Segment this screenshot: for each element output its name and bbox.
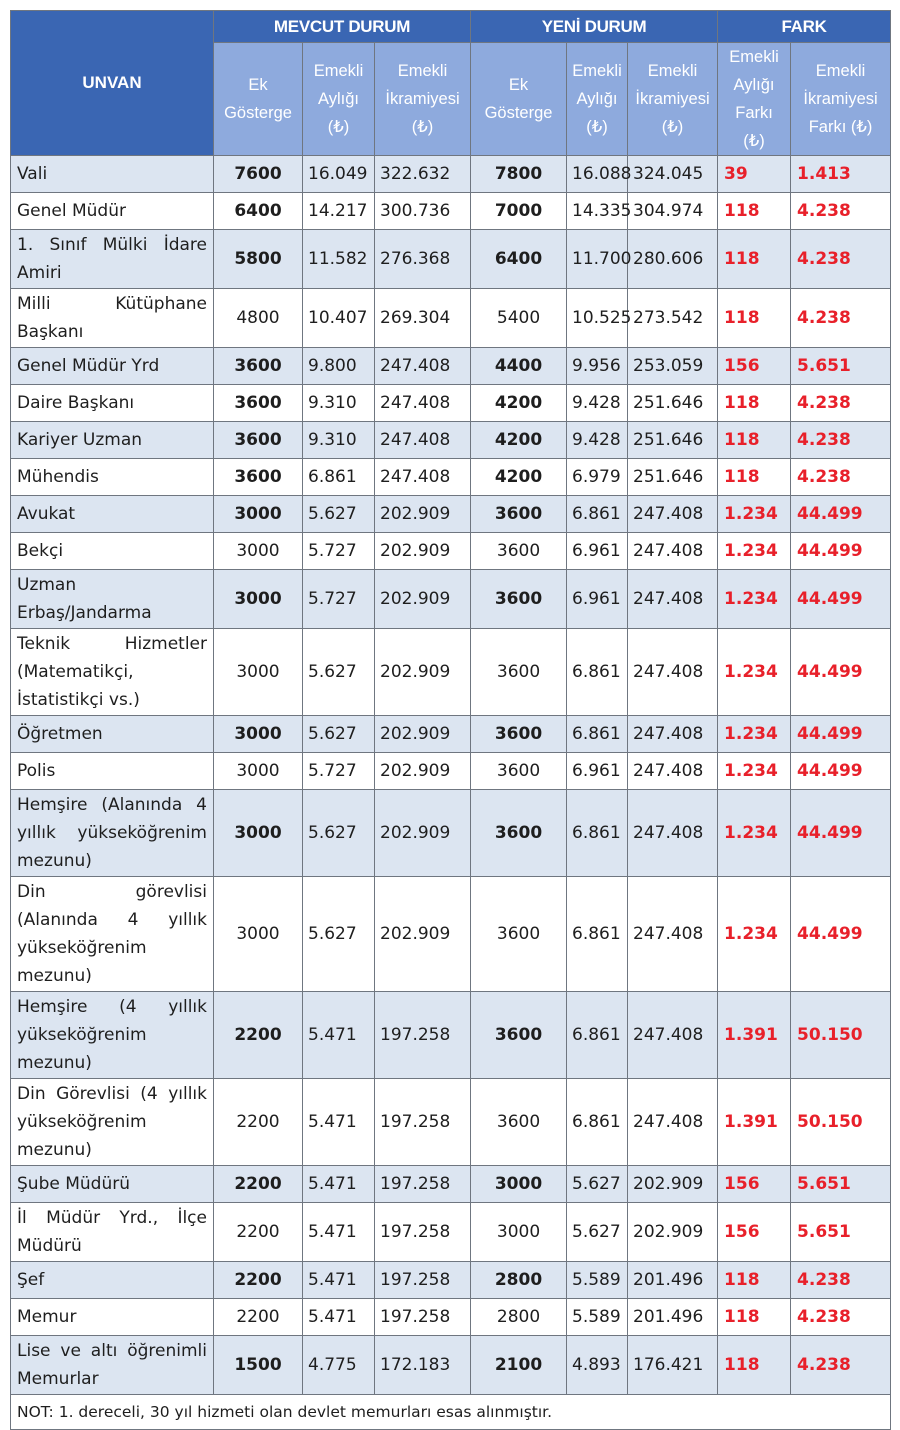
cell-diff-emekli-ayligi: 156 bbox=[718, 1166, 791, 1203]
cell-new-emekli-ikramiyesi: 247.408 bbox=[628, 533, 718, 570]
cell-current-emekli-ayligi: 5.627 bbox=[303, 716, 375, 753]
cell-unvan: Din Görevlisi (4 yıllık yükseköğrenim mezunu) bbox=[11, 1079, 214, 1166]
cell-current-ek-gosterge: 3000 bbox=[214, 629, 303, 716]
cell-current-emekli-ikramiyesi: 202.909 bbox=[375, 629, 471, 716]
cell-current-ek-gosterge: 2200 bbox=[214, 1299, 303, 1336]
cell-new-ek-gosterge: 2100 bbox=[471, 1336, 567, 1395]
header-current-emekli-ikramiyesi bbox=[375, 43, 471, 156]
cell-current-emekli-ikramiyesi: 197.258 bbox=[375, 992, 471, 1079]
cell-new-emekli-ayligi: 6.961 bbox=[567, 570, 628, 629]
cell-diff-emekli-ikramiyesi: 4.238 bbox=[791, 459, 891, 496]
cell-current-emekli-ayligi: 5.471 bbox=[303, 1262, 375, 1299]
cell-current-ek-gosterge: 3600 bbox=[214, 422, 303, 459]
cell-new-emekli-ikramiyesi: 202.909 bbox=[628, 1166, 718, 1203]
cell-diff-emekli-ikramiyesi: 5.651 bbox=[791, 348, 891, 385]
cell-diff-emekli-ayligi: 118 bbox=[718, 1299, 791, 1336]
cell-new-ek-gosterge: 3600 bbox=[471, 629, 567, 716]
cell-diff-emekli-ayligi: 118 bbox=[718, 385, 791, 422]
cell-new-emekli-ikramiyesi: 251.646 bbox=[628, 385, 718, 422]
cell-diff-emekli-ikramiyesi: 4.238 bbox=[791, 193, 891, 230]
header-line: Emekli bbox=[647, 62, 698, 80]
table-header bbox=[11, 11, 891, 156]
header-current-ek-gosterge bbox=[214, 43, 303, 156]
header-line: İkramiyesi bbox=[385, 90, 460, 108]
table-row bbox=[11, 1079, 891, 1166]
cell-current-emekli-ayligi: 14.217 bbox=[303, 193, 375, 230]
cell-diff-emekli-ayligi: 118 bbox=[718, 1336, 791, 1395]
header-line: İkramiyesi bbox=[635, 90, 710, 108]
cell-current-emekli-ayligi: 11.582 bbox=[303, 230, 375, 289]
cell-current-ek-gosterge: 3000 bbox=[214, 790, 303, 877]
cell-unvan: Lise ve altı öğrenimli Memurlar bbox=[11, 1336, 214, 1395]
table-row bbox=[11, 156, 891, 193]
cell-new-ek-gosterge: 3600 bbox=[471, 790, 567, 877]
cell-current-emekli-ayligi: 9.310 bbox=[303, 385, 375, 422]
cell-diff-emekli-ikramiyesi: 4.238 bbox=[791, 1336, 891, 1395]
cell-diff-emekli-ayligi: 1.234 bbox=[718, 877, 791, 992]
cell-current-emekli-ayligi: 10.407 bbox=[303, 289, 375, 348]
cell-diff-emekli-ikramiyesi: 50.150 bbox=[791, 992, 891, 1079]
retirement-comparison-table bbox=[10, 10, 891, 1430]
cell-current-ek-gosterge: 2200 bbox=[214, 1262, 303, 1299]
table-row bbox=[11, 230, 891, 289]
table-row bbox=[11, 1262, 891, 1299]
cell-new-emekli-ayligi: 6.979 bbox=[567, 459, 628, 496]
header-unvan: UNVAN bbox=[11, 11, 214, 156]
cell-new-emekli-ikramiyesi: 201.496 bbox=[628, 1299, 718, 1336]
cell-new-emekli-ikramiyesi: 251.646 bbox=[628, 422, 718, 459]
cell-current-emekli-ikramiyesi: 202.909 bbox=[375, 790, 471, 877]
cell-new-emekli-ayligi: 6.861 bbox=[567, 629, 628, 716]
cell-new-emekli-ayligi: 6.861 bbox=[567, 496, 628, 533]
cell-current-emekli-ikramiyesi: 247.408 bbox=[375, 385, 471, 422]
table-row bbox=[11, 877, 891, 992]
table-row bbox=[11, 992, 891, 1079]
cell-current-emekli-ikramiyesi: 197.258 bbox=[375, 1079, 471, 1166]
cell-unvan: Vali bbox=[11, 156, 214, 193]
cell-current-emekli-ayligi: 5.627 bbox=[303, 877, 375, 992]
cell-current-emekli-ikramiyesi: 247.408 bbox=[375, 459, 471, 496]
cell-current-emekli-ayligi: 5.471 bbox=[303, 1166, 375, 1203]
cell-new-ek-gosterge: 3600 bbox=[471, 716, 567, 753]
cell-current-emekli-ayligi: 4.775 bbox=[303, 1336, 375, 1395]
cell-new-emekli-ayligi: 14.335 bbox=[567, 193, 628, 230]
cell-diff-emekli-ikramiyesi: 50.150 bbox=[791, 1079, 891, 1166]
cell-current-emekli-ikramiyesi: 197.258 bbox=[375, 1203, 471, 1262]
cell-new-emekli-ikramiyesi: 247.408 bbox=[628, 992, 718, 1079]
cell-current-ek-gosterge: 7600 bbox=[214, 156, 303, 193]
cell-new-ek-gosterge: 6400 bbox=[471, 230, 567, 289]
cell-current-emekli-ayligi: 5.727 bbox=[303, 753, 375, 790]
cell-current-emekli-ikramiyesi: 322.632 bbox=[375, 156, 471, 193]
cell-current-ek-gosterge: 3600 bbox=[214, 459, 303, 496]
cell-current-emekli-ikramiyesi: 197.258 bbox=[375, 1299, 471, 1336]
header-new-ek-gosterge bbox=[471, 43, 567, 156]
cell-new-emekli-ayligi: 6.961 bbox=[567, 533, 628, 570]
header-line: Emekli bbox=[729, 48, 779, 66]
cell-current-emekli-ayligi: 9.800 bbox=[303, 348, 375, 385]
header-line: (₺) bbox=[661, 118, 684, 136]
cell-current-ek-gosterge: 4800 bbox=[214, 289, 303, 348]
cell-diff-emekli-ayligi: 118 bbox=[718, 230, 791, 289]
cell-new-ek-gosterge: 3600 bbox=[471, 496, 567, 533]
cell-current-emekli-ayligi: 6.861 bbox=[303, 459, 375, 496]
cell-new-emekli-ikramiyesi: 247.408 bbox=[628, 1079, 718, 1166]
cell-current-emekli-ikramiyesi: 300.736 bbox=[375, 193, 471, 230]
table-row bbox=[11, 348, 891, 385]
cell-new-emekli-ikramiyesi: 247.408 bbox=[628, 629, 718, 716]
cell-diff-emekli-ikramiyesi: 44.499 bbox=[791, 790, 891, 877]
cell-diff-emekli-ikramiyesi: 44.499 bbox=[791, 877, 891, 992]
cell-new-ek-gosterge: 3600 bbox=[471, 1079, 567, 1166]
cell-diff-emekli-ikramiyesi: 4.238 bbox=[791, 1262, 891, 1299]
header-current-emekli-ayligi bbox=[303, 43, 375, 156]
cell-new-emekli-ayligi: 6.861 bbox=[567, 992, 628, 1079]
cell-new-ek-gosterge: 3000 bbox=[471, 1203, 567, 1262]
cell-new-emekli-ayligi: 6.861 bbox=[567, 877, 628, 992]
cell-diff-emekli-ayligi: 118 bbox=[718, 289, 791, 348]
cell-unvan: Din görevlisi (Alanında 4 yıllık yükseköğrenim mezunu) bbox=[11, 877, 214, 992]
table-body bbox=[11, 156, 891, 1395]
cell-diff-emekli-ikramiyesi: 4.238 bbox=[791, 422, 891, 459]
table-row bbox=[11, 533, 891, 570]
cell-diff-emekli-ayligi: 118 bbox=[718, 422, 791, 459]
cell-new-emekli-ikramiyesi: 247.408 bbox=[628, 877, 718, 992]
table-row bbox=[11, 422, 891, 459]
cell-current-ek-gosterge: 6400 bbox=[214, 193, 303, 230]
cell-current-ek-gosterge: 3600 bbox=[214, 385, 303, 422]
cell-current-emekli-ayligi: 5.727 bbox=[303, 533, 375, 570]
header-line: (₺) bbox=[411, 118, 434, 136]
header-line: Aylığı bbox=[733, 76, 775, 94]
table-row bbox=[11, 1299, 891, 1336]
cell-diff-emekli-ayligi: 1.234 bbox=[718, 790, 791, 877]
cell-new-ek-gosterge: 5400 bbox=[471, 289, 567, 348]
cell-new-ek-gosterge: 7800 bbox=[471, 156, 567, 193]
cell-new-emekli-ikramiyesi: 273.542 bbox=[628, 289, 718, 348]
cell-current-emekli-ikramiyesi: 247.408 bbox=[375, 422, 471, 459]
header-line: Farkı bbox=[735, 104, 773, 122]
cell-new-emekli-ayligi: 6.961 bbox=[567, 753, 628, 790]
cell-new-emekli-ayligi: 6.861 bbox=[567, 1079, 628, 1166]
header-line: Farkı (₺) bbox=[808, 118, 873, 136]
cell-unvan: Öğretmen bbox=[11, 716, 214, 753]
table-row bbox=[11, 289, 891, 348]
cell-current-ek-gosterge: 1500 bbox=[214, 1336, 303, 1395]
cell-diff-emekli-ayligi: 1.234 bbox=[718, 533, 791, 570]
cell-diff-emekli-ayligi: 1.234 bbox=[718, 753, 791, 790]
cell-new-emekli-ikramiyesi: 247.408 bbox=[628, 496, 718, 533]
header-line: Emekli bbox=[572, 62, 622, 80]
cell-unvan: Hemşire (Alanında 4 yıllık yükseköğrenim mezunu) bbox=[11, 790, 214, 877]
cell-current-emekli-ayligi: 5.627 bbox=[303, 790, 375, 877]
table-row bbox=[11, 570, 891, 629]
cell-new-emekli-ikramiyesi: 280.606 bbox=[628, 230, 718, 289]
cell-new-emekli-ikramiyesi: 247.408 bbox=[628, 753, 718, 790]
cell-new-ek-gosterge: 4200 bbox=[471, 422, 567, 459]
cell-diff-emekli-ikramiyesi: 44.499 bbox=[791, 570, 891, 629]
cell-diff-emekli-ikramiyesi: 44.499 bbox=[791, 716, 891, 753]
cell-current-emekli-ikramiyesi: 202.909 bbox=[375, 877, 471, 992]
cell-unvan: Hemşire (4 yıllık yükseköğrenim mezunu) bbox=[11, 992, 214, 1079]
cell-unvan: 1. Sınıf Mülki İdare Amiri bbox=[11, 230, 214, 289]
cell-diff-emekli-ayligi: 118 bbox=[718, 193, 791, 230]
cell-unvan: Kariyer Uzman bbox=[11, 422, 214, 459]
cell-current-ek-gosterge: 3600 bbox=[214, 348, 303, 385]
cell-current-emekli-ikramiyesi: 197.258 bbox=[375, 1166, 471, 1203]
header-line: Aylığı bbox=[318, 90, 359, 108]
table-row bbox=[11, 1166, 891, 1203]
header-line: (₺) bbox=[586, 118, 608, 136]
cell-current-ek-gosterge: 3000 bbox=[214, 877, 303, 992]
table-row bbox=[11, 496, 891, 533]
cell-current-emekli-ikramiyesi: 202.909 bbox=[375, 716, 471, 753]
table-row bbox=[11, 629, 891, 716]
header-line: Aylığı bbox=[576, 90, 618, 108]
cell-unvan: Milli Kütüphane Başkanı bbox=[11, 289, 214, 348]
cell-new-ek-gosterge: 3600 bbox=[471, 753, 567, 790]
cell-new-emekli-ayligi: 5.589 bbox=[567, 1262, 628, 1299]
cell-diff-emekli-ayligi: 118 bbox=[718, 1262, 791, 1299]
cell-new-emekli-ayligi: 5.627 bbox=[567, 1203, 628, 1262]
header-line: Ek bbox=[248, 76, 268, 94]
comparison-table-container bbox=[10, 10, 890, 1430]
table-row bbox=[11, 193, 891, 230]
cell-new-emekli-ikramiyesi: 247.408 bbox=[628, 716, 718, 753]
cell-diff-emekli-ayligi: 1.391 bbox=[718, 992, 791, 1079]
header-line: Ek bbox=[508, 76, 529, 94]
header-diff-emekli-ikramiyesi bbox=[791, 43, 891, 156]
cell-current-ek-gosterge: 2200 bbox=[214, 1079, 303, 1166]
cell-unvan: Mühendis bbox=[11, 459, 214, 496]
cell-new-emekli-ikramiyesi: 251.646 bbox=[628, 459, 718, 496]
cell-current-ek-gosterge: 3000 bbox=[214, 496, 303, 533]
cell-new-ek-gosterge: 3000 bbox=[471, 1166, 567, 1203]
table-row bbox=[11, 716, 891, 753]
header-line: Emekli bbox=[397, 62, 448, 80]
cell-current-ek-gosterge: 3000 bbox=[214, 716, 303, 753]
table-row bbox=[11, 1203, 891, 1262]
cell-diff-emekli-ayligi: 1.391 bbox=[718, 1079, 791, 1166]
header-line: (₺) bbox=[327, 118, 350, 136]
cell-diff-emekli-ikramiyesi: 44.499 bbox=[791, 533, 891, 570]
cell-current-ek-gosterge: 2200 bbox=[214, 992, 303, 1079]
cell-current-emekli-ikramiyesi: 202.909 bbox=[375, 570, 471, 629]
cell-current-emekli-ayligi: 5.727 bbox=[303, 570, 375, 629]
cell-new-emekli-ayligi: 9.428 bbox=[567, 422, 628, 459]
header-diff-emekli-ayligi bbox=[718, 43, 791, 156]
cell-current-emekli-ikramiyesi: 269.304 bbox=[375, 289, 471, 348]
cell-diff-emekli-ikramiyesi: 44.499 bbox=[791, 629, 891, 716]
cell-new-emekli-ayligi: 6.861 bbox=[567, 716, 628, 753]
cell-new-ek-gosterge: 3600 bbox=[471, 533, 567, 570]
cell-current-emekli-ayligi: 5.471 bbox=[303, 992, 375, 1079]
cell-new-emekli-ikramiyesi: 202.909 bbox=[628, 1203, 718, 1262]
cell-current-emekli-ikramiyesi: 172.183 bbox=[375, 1336, 471, 1395]
cell-current-emekli-ikramiyesi: 202.909 bbox=[375, 496, 471, 533]
cell-new-emekli-ikramiyesi: 324.045 bbox=[628, 156, 718, 193]
header-line: Emekli bbox=[313, 62, 364, 80]
header-group-current: MEVCUT DURUM bbox=[214, 11, 471, 43]
cell-current-emekli-ayligi: 5.471 bbox=[303, 1079, 375, 1166]
cell-new-emekli-ikramiyesi: 247.408 bbox=[628, 570, 718, 629]
cell-current-emekli-ayligi: 5.471 bbox=[303, 1203, 375, 1262]
header-line: İkramiyesi bbox=[803, 90, 878, 108]
cell-unvan: Avukat bbox=[11, 496, 214, 533]
cell-unvan: Şube Müdürü bbox=[11, 1166, 214, 1203]
cell-diff-emekli-ikramiyesi: 1.413 bbox=[791, 156, 891, 193]
cell-unvan: Genel Müdür Yrd bbox=[11, 348, 214, 385]
cell-new-emekli-ayligi: 16.088 bbox=[567, 156, 628, 193]
cell-new-emekli-ikramiyesi: 176.421 bbox=[628, 1336, 718, 1395]
cell-new-ek-gosterge: 4400 bbox=[471, 348, 567, 385]
cell-unvan: Genel Müdür bbox=[11, 193, 214, 230]
cell-diff-emekli-ayligi: 1.234 bbox=[718, 570, 791, 629]
cell-current-emekli-ikramiyesi: 202.909 bbox=[375, 533, 471, 570]
cell-new-emekli-ayligi: 5.589 bbox=[567, 1299, 628, 1336]
cell-new-emekli-ayligi: 5.627 bbox=[567, 1166, 628, 1203]
header-line: Emekli bbox=[815, 62, 866, 80]
cell-current-ek-gosterge: 2200 bbox=[214, 1166, 303, 1203]
cell-current-emekli-ayligi: 16.049 bbox=[303, 156, 375, 193]
cell-unvan: Bekçi bbox=[11, 533, 214, 570]
cell-new-emekli-ayligi: 11.700 bbox=[567, 230, 628, 289]
cell-diff-emekli-ayligi: 118 bbox=[718, 459, 791, 496]
cell-diff-emekli-ikramiyesi: 4.238 bbox=[791, 230, 891, 289]
cell-current-emekli-ikramiyesi: 197.258 bbox=[375, 1262, 471, 1299]
cell-new-emekli-ayligi: 4.893 bbox=[567, 1336, 628, 1395]
cell-current-emekli-ikramiyesi: 202.909 bbox=[375, 753, 471, 790]
cell-new-emekli-ikramiyesi: 304.974 bbox=[628, 193, 718, 230]
cell-new-ek-gosterge: 4200 bbox=[471, 385, 567, 422]
cell-diff-emekli-ayligi: 1.234 bbox=[718, 629, 791, 716]
cell-new-ek-gosterge: 3600 bbox=[471, 877, 567, 992]
cell-unvan: Daire Başkanı bbox=[11, 385, 214, 422]
cell-new-ek-gosterge: 3600 bbox=[471, 992, 567, 1079]
cell-unvan: Memur bbox=[11, 1299, 214, 1336]
cell-current-ek-gosterge: 5800 bbox=[214, 230, 303, 289]
cell-new-ek-gosterge: 2800 bbox=[471, 1299, 567, 1336]
cell-diff-emekli-ayligi: 156 bbox=[718, 348, 791, 385]
cell-new-emekli-ayligi: 9.428 bbox=[567, 385, 628, 422]
cell-current-emekli-ikramiyesi: 276.368 bbox=[375, 230, 471, 289]
cell-current-ek-gosterge: 2200 bbox=[214, 1203, 303, 1262]
cell-diff-emekli-ikramiyesi: 4.238 bbox=[791, 385, 891, 422]
cell-diff-emekli-ikramiyesi: 5.651 bbox=[791, 1166, 891, 1203]
header-line: (₺) bbox=[743, 132, 765, 150]
cell-new-ek-gosterge: 7000 bbox=[471, 193, 567, 230]
cell-current-ek-gosterge: 3000 bbox=[214, 533, 303, 570]
cell-unvan: İl Müdür Yrd., İlçe Müdürü bbox=[11, 1203, 214, 1262]
table-row bbox=[11, 459, 891, 496]
cell-new-emekli-ayligi: 9.956 bbox=[567, 348, 628, 385]
table-row bbox=[11, 385, 891, 422]
cell-new-emekli-ikramiyesi: 253.059 bbox=[628, 348, 718, 385]
cell-new-ek-gosterge: 3600 bbox=[471, 570, 567, 629]
cell-current-emekli-ayligi: 5.627 bbox=[303, 629, 375, 716]
cell-current-emekli-ayligi: 9.310 bbox=[303, 422, 375, 459]
cell-diff-emekli-ayligi: 39 bbox=[718, 156, 791, 193]
cell-unvan: Teknik Hizmetler (Matematikçi, İstatistikçi vs.) bbox=[11, 629, 214, 716]
header-new-emekli-ayligi bbox=[567, 43, 628, 156]
cell-unvan: Şef bbox=[11, 1262, 214, 1299]
table-row bbox=[11, 790, 891, 877]
footnote: NOT: 1. dereceli, 30 yıl hizmeti olan devlet memurları esas alınmıştır. bbox=[11, 1395, 891, 1430]
header-line: Gösterge bbox=[484, 104, 553, 122]
cell-new-ek-gosterge: 2800 bbox=[471, 1262, 567, 1299]
cell-diff-emekli-ikramiyesi: 5.651 bbox=[791, 1203, 891, 1262]
cell-unvan: Polis bbox=[11, 753, 214, 790]
cell-diff-emekli-ayligi: 156 bbox=[718, 1203, 791, 1262]
cell-diff-emekli-ayligi: 1.234 bbox=[718, 716, 791, 753]
header-group-new: YENİ DURUM bbox=[471, 11, 718, 43]
cell-unvan: Uzman Erbaş/Jandarma bbox=[11, 570, 214, 629]
table-row bbox=[11, 1336, 891, 1395]
cell-diff-emekli-ikramiyesi: 44.499 bbox=[791, 753, 891, 790]
cell-new-emekli-ikramiyesi: 247.408 bbox=[628, 790, 718, 877]
header-group-difference: FARK bbox=[718, 11, 891, 43]
cell-diff-emekli-ikramiyesi: 4.238 bbox=[791, 1299, 891, 1336]
cell-new-emekli-ikramiyesi: 201.496 bbox=[628, 1262, 718, 1299]
cell-new-emekli-ayligi: 6.861 bbox=[567, 790, 628, 877]
cell-current-emekli-ikramiyesi: 247.408 bbox=[375, 348, 471, 385]
cell-current-ek-gosterge: 3000 bbox=[214, 753, 303, 790]
header-new-emekli-ikramiyesi bbox=[628, 43, 718, 156]
cell-current-emekli-ayligi: 5.627 bbox=[303, 496, 375, 533]
table-row bbox=[11, 753, 891, 790]
cell-current-emekli-ayligi: 5.471 bbox=[303, 1299, 375, 1336]
cell-diff-emekli-ikramiyesi: 44.499 bbox=[791, 496, 891, 533]
cell-new-ek-gosterge: 4200 bbox=[471, 459, 567, 496]
header-line: Gösterge bbox=[224, 104, 292, 122]
cell-new-emekli-ayligi: 10.525 bbox=[567, 289, 628, 348]
cell-diff-emekli-ayligi: 1.234 bbox=[718, 496, 791, 533]
cell-diff-emekli-ikramiyesi: 4.238 bbox=[791, 289, 891, 348]
cell-current-ek-gosterge: 3000 bbox=[214, 570, 303, 629]
